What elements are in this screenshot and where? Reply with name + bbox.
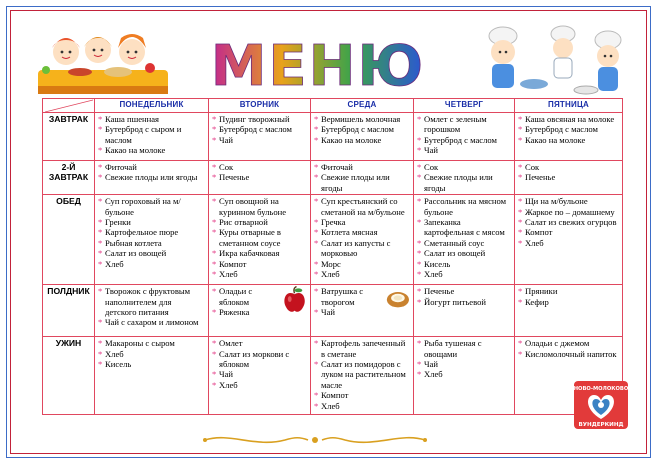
menu-item: * Омлет bbox=[212, 338, 307, 348]
meal-label-second-breakfast-line2: ЗАВТРАК bbox=[48, 172, 89, 183]
menu-item: * Гречка bbox=[314, 217, 410, 227]
menu-item: * Печенье bbox=[212, 172, 307, 182]
menu-cell-dinner-wednesday bbox=[311, 337, 414, 415]
menu-item: * Каша пшенная bbox=[98, 114, 205, 124]
menu-item: * Чай с сахаром и лимоном bbox=[98, 317, 205, 327]
menu-item: * Бутерброд с маслом bbox=[417, 135, 511, 145]
menu-cell-lunch-wednesday bbox=[311, 195, 414, 285]
menu-item: * Чай bbox=[314, 307, 386, 317]
menu-item: * Хлеб bbox=[518, 238, 619, 248]
menu-item: * Кефир bbox=[518, 297, 619, 307]
day-header-monday: ПОНЕДЕЛЬНИК bbox=[95, 99, 209, 113]
menu-item: * Компот bbox=[518, 227, 619, 237]
menu-item: * Хлеб bbox=[98, 259, 205, 269]
menu-item: * Оладьи с джемом bbox=[518, 338, 619, 348]
day-header-tuesday: ВТОРНИК bbox=[209, 99, 311, 113]
cheesecake-bun-icon bbox=[386, 286, 410, 310]
menu-item: * Какао на молоке bbox=[314, 135, 410, 145]
menu-item: * Хлеб bbox=[417, 369, 511, 379]
menu-cell-second-breakfast-friday bbox=[515, 161, 623, 195]
menu-cell-breakfast-friday bbox=[515, 113, 623, 161]
menu-item: * Печенье bbox=[417, 286, 511, 296]
menu-item: * Морс bbox=[314, 259, 410, 269]
menu-item: * Йогурт питьевой bbox=[417, 297, 511, 307]
menu-item: * Рыба тушеная с овощами bbox=[417, 338, 511, 359]
menu-item: * Хлеб bbox=[212, 269, 307, 279]
menu-item: * Ряженка bbox=[212, 307, 282, 317]
menu-item: * Чай bbox=[212, 135, 307, 145]
menu-item: * Макароны с сыром bbox=[98, 338, 205, 348]
menu-item: * Бутерброд с сыром и маслом bbox=[98, 124, 205, 145]
menu-item: * Хлеб bbox=[417, 269, 511, 279]
logo-bottom-text: ВУНДЕРКИНД bbox=[578, 422, 624, 428]
corner-cell bbox=[43, 99, 95, 113]
day-header-wednesday: СРЕДА bbox=[311, 99, 414, 113]
menu-item: * Кисломолочный напиток bbox=[518, 349, 619, 359]
menu-cell-breakfast-tuesday bbox=[209, 113, 311, 161]
menu-item: * Компот bbox=[212, 259, 307, 269]
menu-item: * Хлеб bbox=[212, 380, 307, 390]
menu-item: * Жаркое по – домашнему bbox=[518, 207, 619, 217]
menu-item: * Какао на молоке bbox=[98, 145, 205, 155]
menu-item: * Икра кабачковая bbox=[212, 248, 307, 258]
menu-item: * Картофель запеченный в сметане bbox=[314, 338, 410, 359]
menu-item: * Пудинг творожный bbox=[212, 114, 307, 124]
menu-cell-dinner-monday bbox=[95, 337, 209, 415]
meal-label-dinner: УЖИН bbox=[43, 337, 95, 415]
menu-item: * Каша овсяная на молоке bbox=[518, 114, 619, 124]
menu-cell-breakfast-monday bbox=[95, 113, 209, 161]
menu-item: * Творожок с фруктовым наполнителем для детского питания bbox=[98, 286, 205, 317]
menu-item: * Печенье bbox=[518, 172, 619, 182]
menu-item: * Суп овощной на куринном бульоне bbox=[212, 196, 307, 217]
menu-item: * Кисель bbox=[417, 259, 511, 269]
menu-item: * Чай bbox=[212, 369, 307, 379]
menu-item: * Хлеб bbox=[314, 269, 410, 279]
meal-label-second-breakfast bbox=[43, 161, 95, 195]
menu-item: * Чай bbox=[417, 145, 511, 155]
menu-cell-second-breakfast-tuesday bbox=[209, 161, 311, 195]
menu-item: * Вермишель молочная bbox=[314, 114, 410, 124]
menu-cell-breakfast-wednesday bbox=[311, 113, 414, 161]
apple-icon bbox=[282, 286, 307, 314]
little-chefs-illustration bbox=[468, 20, 638, 100]
menu-item: * Рассольник на мясном бульоне bbox=[417, 196, 511, 217]
kindergarten-logo bbox=[574, 381, 628, 429]
menu-cell-snack-monday bbox=[95, 285, 209, 337]
menu-item: * Бутерброд с маслом bbox=[212, 124, 307, 134]
menu-cell-second-breakfast-monday bbox=[95, 161, 209, 195]
day-header-thursday: ЧЕТВЕРГ bbox=[414, 99, 515, 113]
menu-item: * Сметанный соус bbox=[417, 238, 511, 248]
menu-item: * Какао на молоке bbox=[518, 135, 619, 145]
meal-label-second-breakfast-line1: 2-Й bbox=[61, 162, 76, 172]
menu-item: * Фиточай bbox=[98, 162, 205, 172]
meal-label-breakfast: ЗАВТРАК bbox=[43, 113, 95, 161]
menu-cell-lunch-monday bbox=[95, 195, 209, 285]
menu-item: * Запеканка картофельная с мясом bbox=[417, 217, 511, 238]
menu-cell-dinner-thursday bbox=[414, 337, 515, 415]
menu-item: * Салат из овощей bbox=[98, 248, 205, 258]
day-header-friday: ПЯТНИЦА bbox=[515, 99, 623, 113]
meal-row-breakfast bbox=[43, 113, 623, 161]
menu-item: * Рыбная котлета bbox=[98, 238, 205, 248]
menu-item: * Кисель bbox=[98, 359, 205, 369]
menu-item: * Суп гороховый на м/бульоне bbox=[98, 196, 205, 217]
menu-item: * Сок bbox=[518, 162, 619, 172]
menu-item: * Сок bbox=[212, 162, 307, 172]
menu-item: * Чай bbox=[417, 359, 511, 369]
menu-cell-breakfast-thursday bbox=[414, 113, 515, 161]
menu-item: * Салат из капусты с морковью bbox=[314, 238, 410, 259]
menu-item: * Гренки bbox=[98, 217, 205, 227]
meal-label-snack: ПОЛДНИК bbox=[43, 285, 95, 337]
menu-item: * Хлеб bbox=[314, 401, 410, 411]
menu-item: * Суп крестьянский со сметаной на м/бульоне bbox=[314, 196, 410, 217]
menu-item: * Рис отварной bbox=[212, 217, 307, 227]
menu-item: * Сок bbox=[417, 162, 511, 172]
menu-item: * Щи на м/бульоне bbox=[518, 196, 619, 206]
menu-item: * Картофельное пюре bbox=[98, 227, 205, 237]
menu-item: * Салат из моркови с яблоком bbox=[212, 349, 307, 370]
menu-item: * Свежие плоды или ягоды bbox=[417, 172, 511, 193]
menu-cell-lunch-tuesday bbox=[209, 195, 311, 285]
menu-item: * Салат из помидоров с луком на растительном масле bbox=[314, 359, 410, 390]
menu-item: * Котлета мясная bbox=[314, 227, 410, 237]
menu-title bbox=[198, 30, 438, 102]
menu-item: * Свежие плоды или ягоды bbox=[98, 172, 205, 182]
meal-row-snack bbox=[43, 285, 623, 337]
logo-top-text: НОВО-МОЛОКОВО bbox=[574, 386, 628, 392]
menu-item: * Салат из овощей bbox=[417, 248, 511, 258]
menu-item: * Компот bbox=[314, 390, 410, 400]
menu-item: * Бутерброд с маслом bbox=[314, 124, 410, 134]
menu-item: * Свежие плоды или ягоды bbox=[314, 172, 410, 193]
menu-cell-snack-thursday bbox=[414, 285, 515, 337]
menu-cell-snack-friday bbox=[515, 285, 623, 337]
menu-cell-second-breakfast-thursday bbox=[414, 161, 515, 195]
meal-row-second-breakfast bbox=[43, 161, 623, 195]
menu-cell-snack-wednesday bbox=[311, 285, 414, 337]
menu-cell-lunch-thursday bbox=[414, 195, 515, 285]
menu-item: * Куры отварные в сметанном соусе bbox=[212, 227, 307, 248]
menu-cell-second-breakfast-wednesday bbox=[311, 161, 414, 195]
children-at-table-illustration bbox=[28, 20, 178, 100]
menu-item: * Оладьи с яблоком bbox=[212, 286, 282, 307]
meal-label-lunch: ОБЕД bbox=[43, 195, 95, 285]
weekly-menu-table bbox=[42, 98, 623, 415]
menu-item: * Хлеб bbox=[98, 349, 205, 359]
menu-item: * Бутерброд с маслом bbox=[518, 124, 619, 134]
menu-item: * Салат из свежих огурцов bbox=[518, 217, 619, 227]
menu-item: * Ватрушка с творогом bbox=[314, 286, 386, 307]
menu-item: * Фиточай bbox=[314, 162, 410, 172]
days-header-row bbox=[43, 99, 623, 113]
menu-cell-lunch-friday bbox=[515, 195, 623, 285]
meal-row-lunch bbox=[43, 195, 623, 285]
meal-row-dinner bbox=[43, 337, 623, 415]
menu-title-text: МЕНЮ bbox=[210, 34, 426, 99]
menu-cell-dinner-tuesday bbox=[209, 337, 311, 415]
decorative-flourish bbox=[200, 432, 430, 448]
menu-cell-snack-tuesday bbox=[209, 285, 311, 337]
menu-item: * Омлет с зеленым горошком bbox=[417, 114, 511, 135]
menu-item: * Пряники bbox=[518, 286, 619, 296]
